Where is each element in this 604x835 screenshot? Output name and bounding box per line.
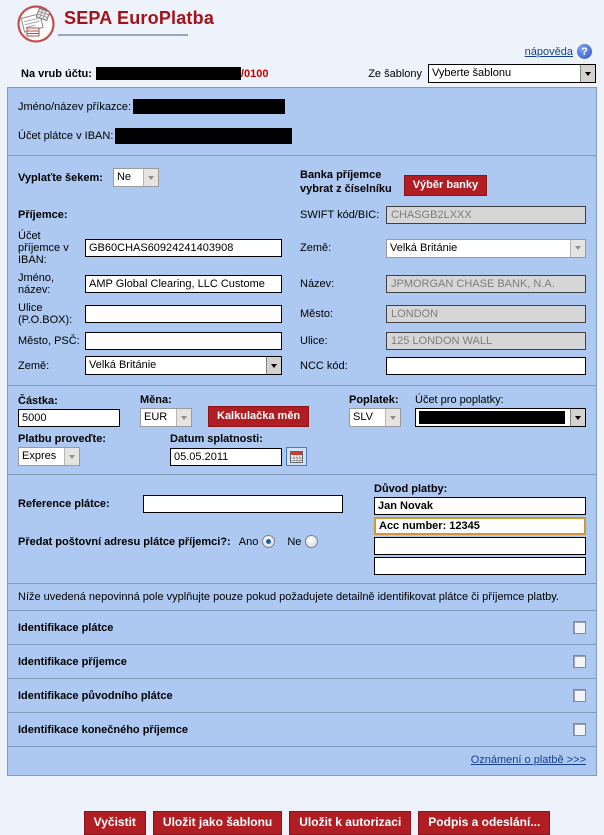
- save-for-authorization-button[interactable]: Uložit k autorizaci: [289, 811, 411, 835]
- template-label: Ze šablony: [368, 67, 422, 80]
- identification-payer-checkbox[interactable]: [573, 621, 586, 634]
- fee-account-label: Účet pro poplatky:: [415, 394, 504, 406]
- payment-reason-input-4[interactable]: [374, 557, 586, 575]
- swift-label: SWIFT kód/BIC:: [300, 209, 380, 221]
- section-details: [7, 474, 597, 584]
- execution-label: Platbu proveďte:: [18, 433, 106, 445]
- beneficiary-iban-input[interactable]: [85, 239, 282, 257]
- section-notice: [7, 746, 597, 776]
- identification-beneficiary-label: Identifikace příjemce: [18, 655, 127, 668]
- fee-account-select[interactable]: [415, 408, 586, 427]
- footer-buttons: [0, 811, 604, 835]
- identification-final-beneficiary-checkbox[interactable]: [573, 723, 586, 736]
- beneficiary-street-input[interactable]: [85, 305, 282, 323]
- pay-by-check-select[interactable]: Ne: [113, 168, 159, 187]
- postal-yes-label: Ano: [238, 535, 259, 548]
- payment-reason-input-1[interactable]: [374, 497, 586, 515]
- payer-reference-label: Reference plátce:: [18, 498, 110, 510]
- execution-select[interactable]: Expres: [18, 447, 80, 466]
- amount-input[interactable]: [18, 409, 120, 427]
- payment-notification-link[interactable]: Oznámení o platbě >>>: [470, 754, 586, 766]
- beneficiary-street-label: Ulice (P.O.BOX):: [18, 302, 73, 326]
- help-icon[interactable]: ?: [577, 44, 592, 59]
- country-label: Země:: [300, 242, 332, 254]
- identification-beneficiary-checkbox[interactable]: [573, 655, 586, 668]
- form-panel: [7, 87, 597, 776]
- beneficiary-name-label: Jméno, název:: [18, 272, 55, 296]
- identification-final-beneficiary-label: Identifikace konečného příjemce: [18, 723, 188, 736]
- app-logo-icon: [16, 4, 56, 44]
- bank-name-field: JPMORGAN CHASE BANK, N.A.: [386, 275, 586, 293]
- account-row: [0, 62, 604, 88]
- payment-reason-input-2[interactable]: [374, 517, 586, 535]
- bank-name-label: Název:: [300, 278, 335, 290]
- bank-picker-button[interactable]: Výběr banky: [404, 175, 487, 196]
- section-payment: [7, 385, 597, 475]
- save-as-template-button[interactable]: Uložit jako šablonu: [153, 811, 282, 835]
- debit-account-bank-code: /0100: [240, 67, 269, 80]
- beneficiary-country-label: Země:: [18, 359, 50, 372]
- fee-account-redacted-value: [419, 411, 565, 424]
- page-title: SEPA EuroPlatba: [64, 8, 215, 28]
- chevron-down-icon: [570, 240, 585, 257]
- beneficiary-city-input[interactable]: [85, 332, 282, 350]
- currency-label: Měna:: [140, 394, 172, 406]
- identification-original-payer-label: Identifikace původního plátce: [18, 689, 173, 702]
- currency-select[interactable]: EUR: [140, 408, 192, 427]
- fee-select[interactable]: SLV: [349, 408, 401, 427]
- chevron-down-icon[interactable]: [580, 65, 595, 82]
- identification-original-payer-row: [7, 678, 597, 713]
- identification-final-beneficiary-row: [7, 712, 597, 747]
- chevron-down-icon[interactable]: [266, 357, 281, 374]
- postal-address-question-label: Předat poštovní adresu plátce příjemci?:: [18, 535, 231, 548]
- currency-calculator-button[interactable]: Kalkulačka měn: [208, 406, 309, 427]
- bank-street-label: Ulice:: [300, 335, 328, 347]
- title-underline: [58, 34, 188, 36]
- chevron-down-icon: [143, 169, 158, 186]
- bank-city-label: Město:: [300, 308, 334, 320]
- amount-label: Částka:: [18, 395, 58, 407]
- identification-beneficiary-row: [7, 644, 597, 679]
- beneficiary-name-input[interactable]: [85, 275, 282, 293]
- bank-picker-label-line1: Banka příjemce: [300, 169, 382, 181]
- header: [0, 0, 604, 62]
- payer-iban-redacted-value: [115, 128, 292, 144]
- ncc-input[interactable]: [386, 357, 586, 375]
- clear-button[interactable]: Vyčistit: [84, 811, 146, 835]
- payer-name-label: Jméno/název příkazce:: [18, 100, 132, 113]
- chevron-down-icon: [176, 409, 191, 426]
- fee-label: Poplatek:: [349, 394, 399, 406]
- beneficiary-city-label: Město, PSČ:: [18, 335, 80, 347]
- template-select[interactable]: Vyberte šablonu: [428, 64, 596, 83]
- payment-reason-input-3[interactable]: [374, 537, 586, 555]
- beneficiary-iban-label: Účet příjemce v IBAN:: [18, 230, 69, 266]
- bank-city-field: LONDON: [386, 305, 586, 323]
- debit-account-redacted-value: [96, 67, 241, 80]
- postal-yes-radio[interactable]: [262, 535, 275, 548]
- bank-street-field: 125 LONDON WALL: [386, 332, 586, 350]
- due-date-label: Datum splatnosti:: [170, 433, 263, 445]
- section-note: [7, 583, 597, 611]
- pay-by-check-label: Vyplaťte šekem:: [18, 171, 103, 184]
- postal-no-radio[interactable]: [305, 535, 318, 548]
- chevron-down-icon[interactable]: [570, 409, 585, 426]
- ncc-label: NCC kód:: [300, 359, 348, 372]
- country-select[interactable]: Velká Británie: [386, 239, 586, 258]
- chevron-down-icon: [385, 409, 400, 426]
- beneficiary-country-select[interactable]: Velká Británie: [85, 356, 282, 375]
- due-date-input[interactable]: [170, 448, 282, 466]
- optional-fields-note: Níže uvedená nepovinná pole vyplňujte pouze pokud požadujete detailně identifikovat plátce či příjemce platby.: [18, 591, 559, 603]
- sign-and-send-button[interactable]: Podpis a odeslání...: [418, 811, 550, 835]
- calendar-icon[interactable]: [286, 447, 307, 466]
- beneficiary-section-label: Příjemce:: [18, 209, 68, 221]
- bank-picker-label-line2: vybrat z číselníku: [300, 183, 392, 195]
- identification-payer-row: [7, 610, 597, 645]
- payer-iban-label: Účet plátce v IBAN:: [18, 130, 114, 142]
- help-link[interactable]: nápověda: [524, 45, 573, 58]
- payer-reference-input[interactable]: [143, 495, 343, 513]
- chevron-down-icon: [64, 448, 79, 465]
- postal-no-label: Ne: [287, 535, 302, 548]
- identification-payer-label: Identifikace plátce: [18, 621, 114, 634]
- section-payer: [7, 87, 597, 156]
- swift-value-field: CHASGB2LXXX: [386, 206, 586, 224]
- identification-original-payer-checkbox[interactable]: [573, 689, 586, 702]
- debit-account-label: Na vrub účtu:: [21, 67, 92, 80]
- payment-reason-label: Důvod platby:: [374, 483, 448, 495]
- section-beneficiary: [7, 155, 597, 386]
- payer-name-redacted-value: [133, 99, 285, 114]
